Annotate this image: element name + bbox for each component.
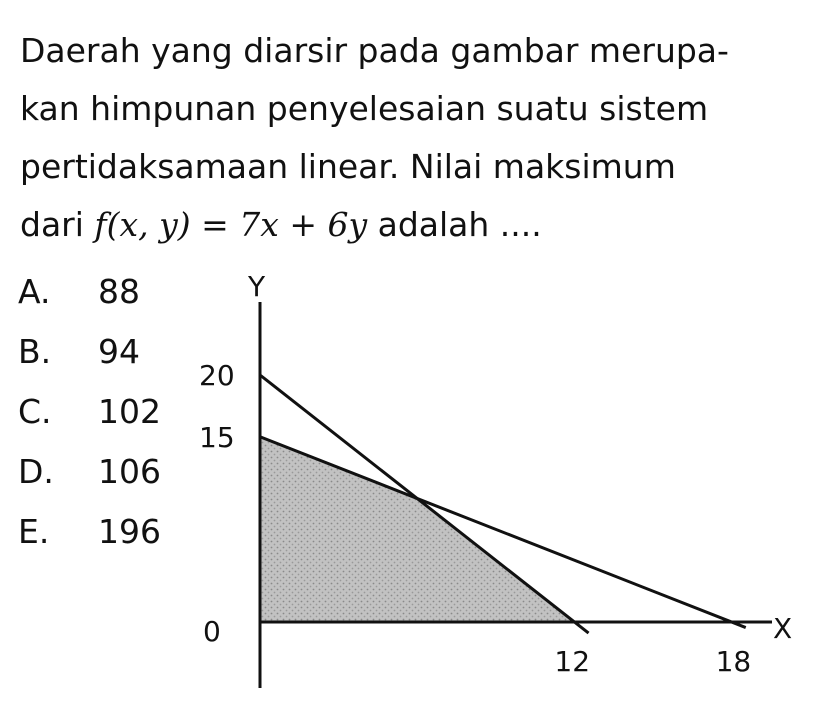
x-axis-label: X xyxy=(773,612,793,645)
choice-value: 196 xyxy=(98,512,161,551)
choice-letter: E. xyxy=(18,512,50,551)
choice-letter: B. xyxy=(18,332,52,371)
question-line-1: Daerah yang diarsir pada gambar merupa- xyxy=(20,31,729,70)
choice-letter: C. xyxy=(18,392,52,431)
choice-value: 102 xyxy=(98,392,161,431)
choice-value: 88 xyxy=(98,272,140,311)
choice-value: 94 xyxy=(98,332,140,371)
y-tick-label-20: 20 xyxy=(199,359,235,392)
choice-letter: D. xyxy=(18,452,54,491)
question-suffix: adalah .... xyxy=(367,205,542,244)
choice-value: 106 xyxy=(98,452,161,491)
question-line-2: kan himpunan penyelesaian suatu sistem xyxy=(20,89,709,128)
choice-letter: A. xyxy=(18,272,51,311)
question-line-3: pertidaksamaan linear. Nilai maksimum xyxy=(20,147,676,186)
function-name: f xyxy=(94,205,107,244)
y-tick-label-15: 15 xyxy=(199,420,235,454)
question-prefix: dari xyxy=(20,205,95,244)
shaded-feasible-region xyxy=(260,437,574,622)
equals-sign: = xyxy=(190,205,240,244)
function-args: (x, y) xyxy=(106,205,191,244)
x-tick-label-12: 12 xyxy=(554,645,591,678)
x-tick-label-18: 18 xyxy=(715,645,752,678)
y-axis-label: Y xyxy=(248,270,266,303)
origin-label: 0 xyxy=(203,615,221,648)
objective-expression: 7x + 6y xyxy=(239,205,368,244)
